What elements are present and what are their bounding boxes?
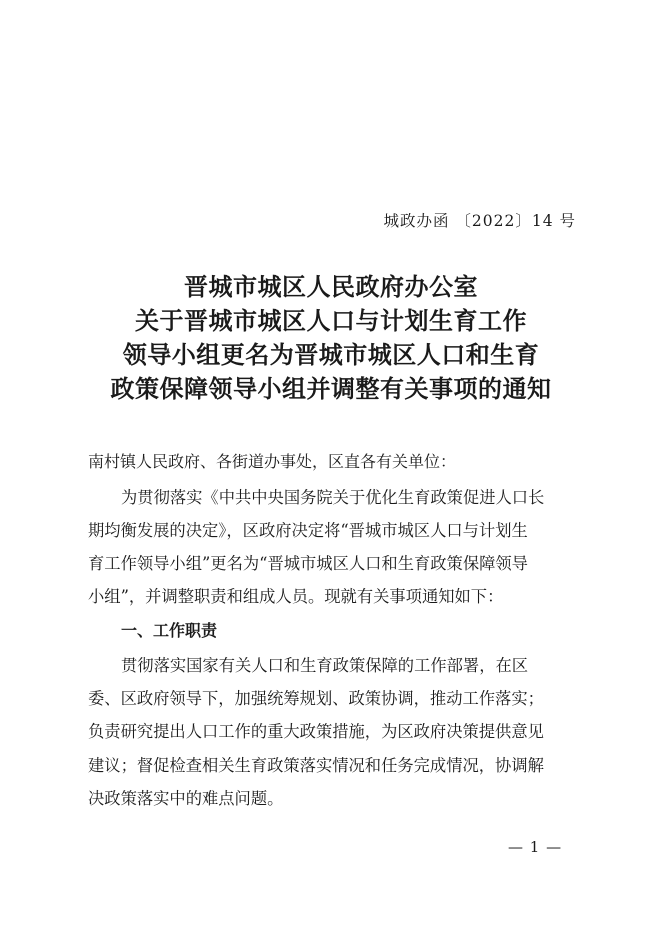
title-line: 政策保障领导小组并调整有关事项的通知: [110, 374, 552, 403]
document-title: [40, 270, 622, 406]
section-heading: 一、工作职责: [121, 621, 218, 640]
paragraph-line: 育工作领导小组”更名为“晋城市城区人口和生育政策保障领导: [88, 554, 528, 573]
addressee: 南村镇人民政府、各街道办事处，区直各有关单位：: [88, 452, 457, 471]
title-line: 晋城市城区人民政府办公室: [184, 272, 478, 301]
title-line: 领导小组更名为晋城市城区人口和生育: [122, 340, 540, 369]
document-number: 城政办函 〔2022〕14 号: [383, 212, 576, 230]
page-number: — 1 —: [508, 838, 563, 856]
paragraph-line: 小组”，并调整职责和组成人员。现就有关事项通知如下：: [88, 587, 504, 606]
paragraph-line: 负责研究提出人口工作的重大政策措施，为区政府决策提供意见: [88, 722, 544, 741]
paragraph-line: 决政策落实中的难点问题。: [88, 789, 284, 808]
paragraph-line: 为贯彻落实《中共中央国务院关于优化生育政策促进人口长: [121, 488, 545, 507]
paragraph-line: 期均衡发展的决定》，区政府决定将“晋城市城区人口与计划生: [88, 521, 528, 540]
title-line: 关于晋城市城区人口与计划生育工作: [135, 306, 527, 335]
paragraph-line: 委、区政府领导下，加强统筹规划、政策协调，推动工作落实；: [88, 689, 544, 708]
paragraph-line: 建议；督促检查相关生育政策落实情况和任务完成情况，协调解: [88, 756, 544, 775]
paragraph-line: 贯彻落实国家有关人口和生育政策保障的工作部署，在区: [121, 656, 529, 675]
